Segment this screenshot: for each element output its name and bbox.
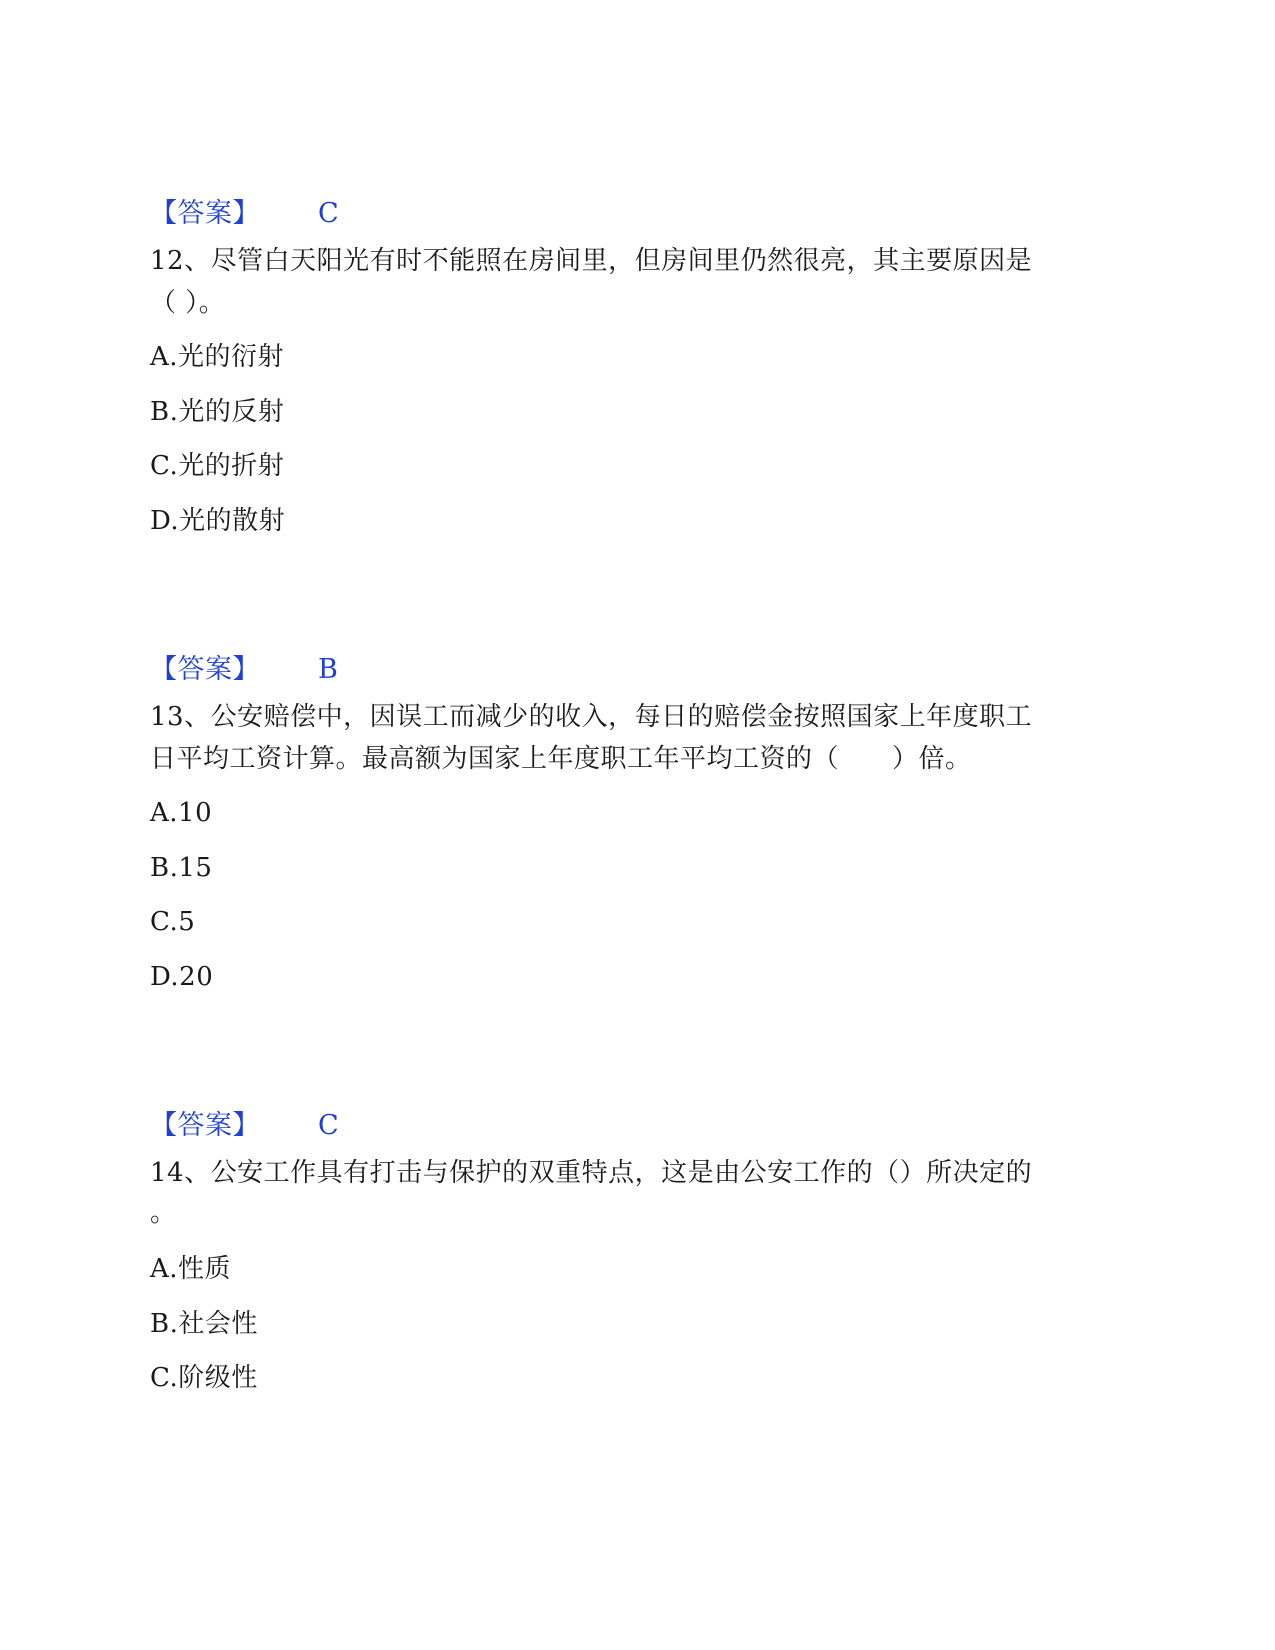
option-14-a: A.性质 [150, 1254, 232, 1284]
answer-line [150, 1109, 339, 1143]
question-13-line-1: 13、公安赔偿中，因误工而减少的收入，每日的赔偿金按照国家上年度职工 [150, 702, 1033, 732]
option-13-a: A.10 [150, 798, 213, 828]
option-13-c: C.5 [150, 907, 196, 937]
option-14-c: C.阶级性 [150, 1363, 258, 1393]
answer-value: C [318, 198, 340, 229]
answer-label: 【答案】 [150, 654, 260, 685]
question-12-line-2: （ ）。 [150, 288, 226, 318]
answer-label: 【答案】 [150, 198, 260, 229]
option-12-a: A.光的衍射 [150, 342, 285, 372]
answer-value: C [318, 1110, 340, 1141]
option-12-b: B.光的反射 [150, 397, 285, 427]
answer-line [150, 653, 338, 687]
answer-value: B [318, 654, 339, 685]
answer-label: 【答案】 [150, 1110, 260, 1141]
question-14-line-2: 。 [150, 1198, 177, 1228]
option-12-d: D.光的散射 [150, 506, 286, 536]
option-12-c: C.光的折射 [150, 451, 285, 481]
question-14-line-1: 14、公安工作具有打击与保护的双重特点，这是由公安工作的（）所决定的 [150, 1158, 1033, 1188]
question-13-line-2: 日平均工资计算。最高额为国家上年度职工年平均工资的（ ）倍。 [150, 744, 972, 774]
option-13-d: D.20 [150, 962, 214, 992]
answer-line [150, 197, 339, 231]
question-12-line-1: 12、尽管白天阳光有时不能照在房间里，但房间里仍然很亮，其主要原因是 [150, 246, 1033, 276]
option-14-b: B.社会性 [150, 1309, 258, 1339]
option-13-b: B.15 [150, 853, 213, 883]
